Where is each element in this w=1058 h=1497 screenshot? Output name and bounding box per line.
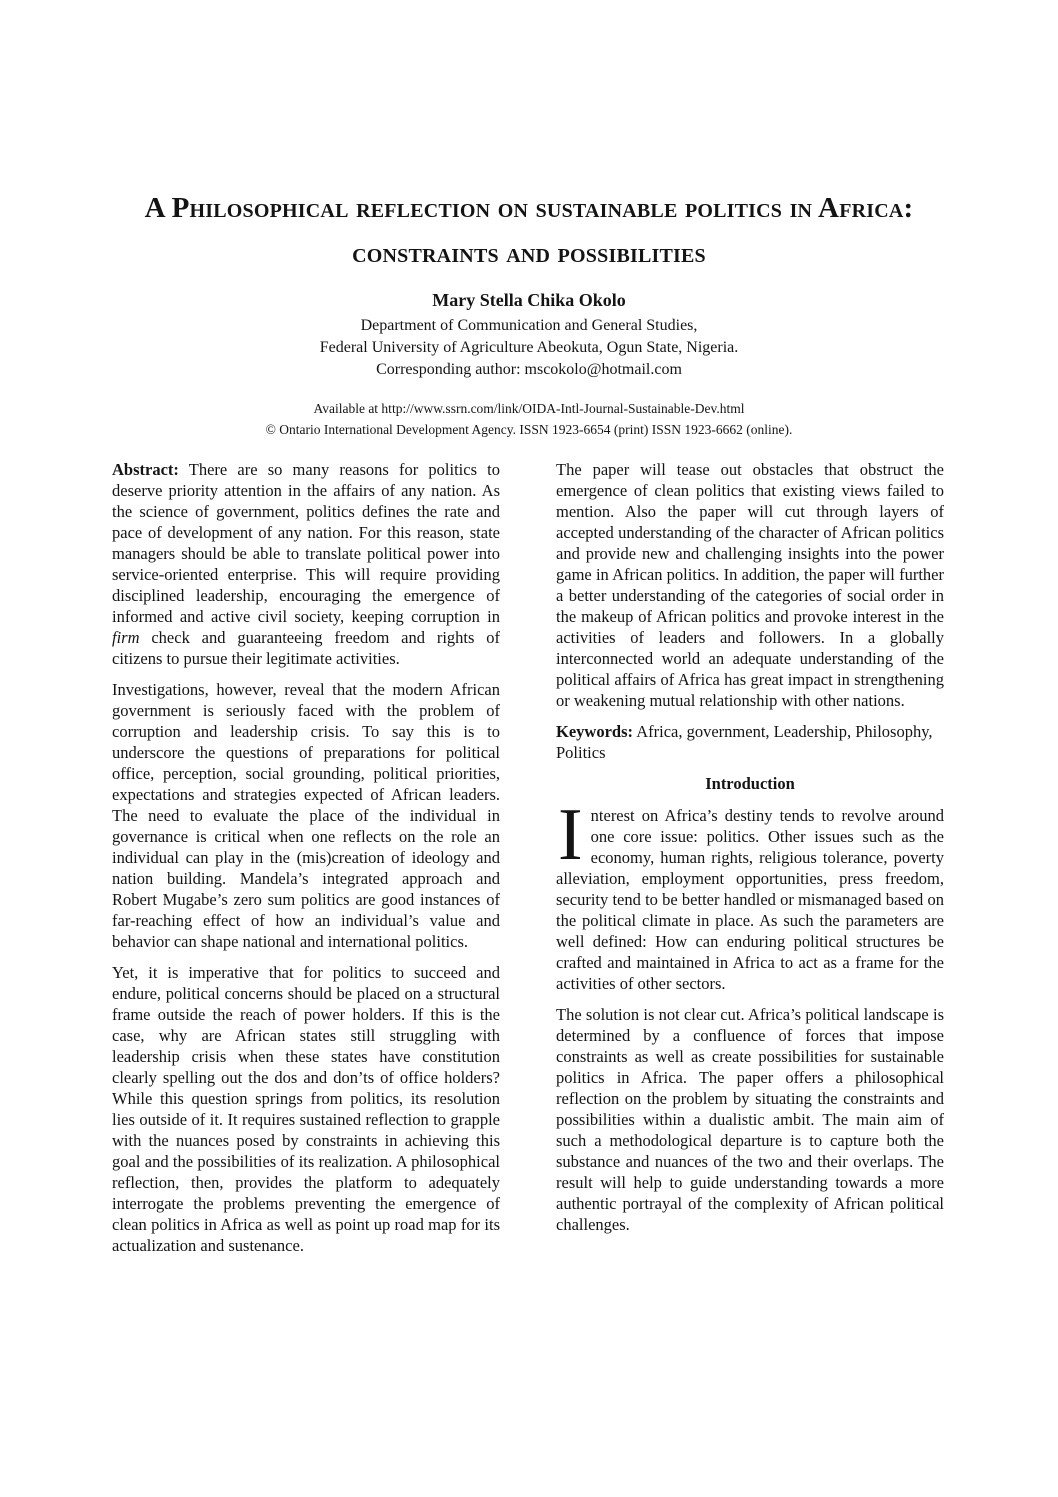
right-column <box>556 459 944 1266</box>
abstract-paragraph <box>112 459 500 669</box>
two-column-body <box>0 459 1058 1266</box>
corresponding-author-line: Corresponding author: mscokolo@hotmail.com <box>376 361 682 378</box>
paper-header <box>0 0 1058 440</box>
intro-paragraph-2: The solution is not clear cut. Africa’s political landscape is determined by a confluence of forces that impose constraints as well as create possibilities for sustainable politics in Africa. The paper offers a philosophical reflection on the problem by situating the constraints and possibilities within a dualistic ambit. The main aim of such a methodological departure is to capture both the substance and nuances of the two and their overlaps. The result will help to guide understanding towards a more authentic portrayal of the complexity of African political challenges. <box>556 1005 944 1234</box>
availability-block <box>0 398 1058 440</box>
intro-paragraph-1-text: nterest on Africa’s destiny tends to revolve around one core issue: politics. Other issues such as the economy, human rights, religious tolerance, poverty alleviation, employment opportunities, press freedom, security tend to be better handled or mismanaged based on the political climate in place. As such the parameters are well defined: How can enduring political structures be crafted and maintained in Africa to act as a frame for the activities of other sectors. <box>556 806 944 993</box>
keywords-paragraph <box>556 721 944 763</box>
intro-paragraph-1 <box>556 794 944 994</box>
abstract-text-before-italic: There are so many reasons for politics to deserve priority attention in the affairs of any nation. As the science of government, politics defines the rate and pace of development of any nation. For this reason, state managers should be able to translate political power into service-oriented enterprise. This will require providing disciplined leadership, encouraging the emergence of informed and active civil society, keeping corruption in <box>112 460 500 626</box>
affiliation-line-1: Department of Communication and General Studies, <box>360 317 698 334</box>
availability-line: Available at http://www.ssrn.com/link/OIDA-Intl-Journal-Sustainable-Dev.html <box>313 401 745 416</box>
keywords-text: Africa, government, Leadership, Philosophy, Politics <box>556 722 933 762</box>
abstract-paragraph-2: Investigations, however, reveal that the modern African government is seriously faced with the problem of corruption and leadership crisis. To say this is to underscore the questions of preparations for political office, perception, social grounding, political priorities, expectations and strategies expected of African leaders. The need to evaluate the place of the individual in governance is critical when one reflects on the role an individual can play in the (mis)creation of ideology and nation building. Mandela’s integrated approach and Robert Mugabe’s zero sum politics are good instances of far-reaching effect of how an individual’s value and behavior can shape national and international politics. <box>112 680 500 951</box>
abstract-italic-word: firm <box>112 628 140 647</box>
abstract-text-after-italic: check and guaranteeing freedom and rights of citizens to pursue their legitimate activities. <box>112 628 501 668</box>
abstract-paragraph-4: The paper will tease out obstacles that obstruct the emergence of clean politics that existing views failed to mention. Also the paper will cut through layers of accepted understanding of the character of African politics and provide new and challenging insights into the power game in African politics. In addition, the paper will further a better understanding of the categories of social order in the makeup of African politics and provoke interest in the activities of leaders and followers. In a globally interconnected world an adequate understanding of the political affairs of Africa has great impact in strengthening or weakening mutual relationship with other nations. <box>556 460 944 710</box>
author-name: Mary Stella Chika Okolo <box>432 290 626 310</box>
drop-cap-letter: I <box>558 794 583 876</box>
left-column <box>112 459 500 1266</box>
introduction-heading: Introduction <box>705 774 795 793</box>
affiliation-line-2: Federal University of Agriculture Abeokuta, Ogun State, Nigeria. <box>319 339 739 356</box>
keywords-label: Keywords: <box>556 722 633 741</box>
abstract-paragraph-3: Yet, it is imperative that for politics to succeed and endure, political concerns should be placed on a structural frame outside the reach of power holders. If this is the case, why are African states still struggling with leadership crisis when these states have constitution clearly spelling out the dos and don’ts of office holders? While this question springs from politics, its resolution lies outside of it. It requires sustained reflection to grapple with the nuances posed by constraints in achieving this goal and the possibilities of its realization. A philosophical reflection, then, provides the platform to adequately interrogate the problems preventing the emergence of clean politics in Africa as well as point up road map for its actualization and sustenance. <box>112 963 500 1255</box>
abstract-label: Abstract: <box>112 460 179 479</box>
copyright-line: © Ontario International Development Agency. ISSN 1923-6654 (print) ISSN 1923-6662 (online). <box>265 422 793 437</box>
paper-title: A Philosophical reflection on sustainable politics in Africa: constraints and possibilities <box>144 192 914 269</box>
